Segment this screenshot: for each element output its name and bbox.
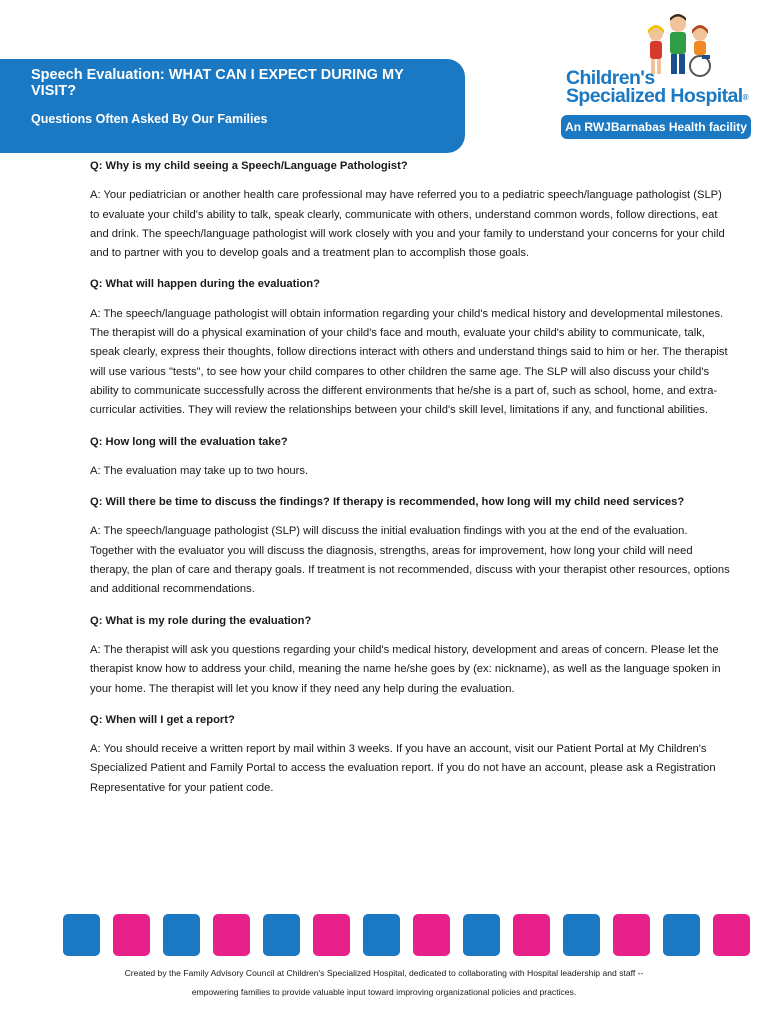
decorative-tile xyxy=(363,914,400,956)
faq-item xyxy=(90,157,730,263)
logo-name-line2 xyxy=(566,86,748,106)
faq-item xyxy=(90,493,730,599)
decorative-tile xyxy=(263,914,300,956)
registered-mark: ® xyxy=(742,93,748,102)
faq-item xyxy=(90,433,730,482)
footer xyxy=(40,964,728,1002)
decorative-tile xyxy=(413,914,450,956)
faq-item xyxy=(90,612,730,699)
decorative-tile xyxy=(63,914,100,956)
faq-answer: A: You should receive a written report by mail within 3 weeks. If you have an account, visit our Patient Portal at My Children's Specialized Patient and Family Portal to access the evaluation report. If you do not have an account, please ask a Registration Representative for your patient code. xyxy=(90,743,716,794)
faq-answer: A: The speech/language pathologist (SLP) will discuss the initial evaluation findings with you at the end of the evaluation. Together with the evaluator you will discuss the diagnosis, strengths, areas for improvement, how long your child will need therapy, the plan of care and therapy goals. If treatment is not recommended, discuss with your therapist other resources, options and additional recommendations. xyxy=(90,525,730,596)
logo-tagline: An RWJBarnabas Health facility xyxy=(561,115,751,139)
faq-answer: A: The speech/language pathologist will obtain information regarding your child's medical history and developmental milestones. The therapist will do a physical examination of your child's face and mouth, evaluate your child's ability to communicate, talk, speak clearly, express their thoughts, follow directions interact with others and understand things said to him or her. The therapist will use various "tests", to see how your child compares to other children the same age. The SLP will also discuss your child's ability to communicate successfully across the different environments that he/she is a part of, such as school, home, and extra-curricular activities. They will review the relationships between your child's skill level, limitations if any, and functional abilities. xyxy=(90,307,728,417)
decorative-tile xyxy=(513,914,550,956)
decorative-tile xyxy=(313,914,350,956)
decorative-tile xyxy=(713,914,750,956)
faq-question: Q: Why is my child seeing a Speech/Language Pathologist? xyxy=(90,160,408,172)
faq-question: Q: How long will the evaluation take? xyxy=(90,435,288,448)
page-subtitle: Questions Often Asked By Our Families xyxy=(31,112,268,126)
logo-name-line2-text: Specialized Hospital xyxy=(566,85,743,107)
decorative-tile xyxy=(463,914,500,956)
footer-line2: empowering families to provide valuable input toward improving organizational policies and practices. xyxy=(191,987,577,997)
decorative-tile xyxy=(613,914,650,956)
faq-answer: A: Your pediatrician or another health care professional may have referred you to a pediatric speech/language pathologist (SLP) to evaluate your child's ability to talk, speak clearly, communicate with others, understand common words, follow directions, eat and drink. The speech/language pathologist will work closely with you and your family to understand your concerns for your child and to partner with you to develop goals and a treatment plan to accomplish those goals. xyxy=(90,189,725,260)
faq-question: Q: What is my role during the evaluation? xyxy=(90,614,312,627)
logo-name-line1: Children's xyxy=(566,67,655,89)
hospital-logo xyxy=(556,12,756,140)
header-band xyxy=(0,59,465,153)
decorative-tile xyxy=(113,914,150,956)
faq-section xyxy=(90,157,730,798)
faq-question: Q: When will I get a report? xyxy=(90,713,235,726)
faq-question: Q: Will there be time to discuss the findings? If therapy is recommended, how long will my child need services? xyxy=(90,496,685,509)
faq-answer: A: The evaluation may take up to two hours. xyxy=(90,464,309,477)
faq-item xyxy=(90,275,730,420)
decorative-tile xyxy=(663,914,700,956)
faq-item xyxy=(90,711,730,798)
decorative-tile xyxy=(163,914,200,956)
footer-line1: Created by the Family Advisory Council at Children's Specialized Hospital, dedicated to collaborating with Hospital leadership and staff -- xyxy=(124,968,644,978)
faq-question: Q: What will happen during the evaluation? xyxy=(90,278,320,291)
faq-answer: A: The therapist will ask you questions regarding your child's medical history, development and areas of concern. Please let the therapist know how to address your child, meaning the name he/she goes by (ex: nickname), as well as the language spoken in your home. The therapist will let you know if they need any help during the evaluation. xyxy=(90,643,721,695)
decorative-tile xyxy=(563,914,600,956)
decorative-tile xyxy=(213,914,250,956)
page-title: Speech Evaluation: WHAT CAN I EXPECT DURING MY VISIT? xyxy=(31,67,404,99)
decorative-tile-row xyxy=(63,914,753,956)
